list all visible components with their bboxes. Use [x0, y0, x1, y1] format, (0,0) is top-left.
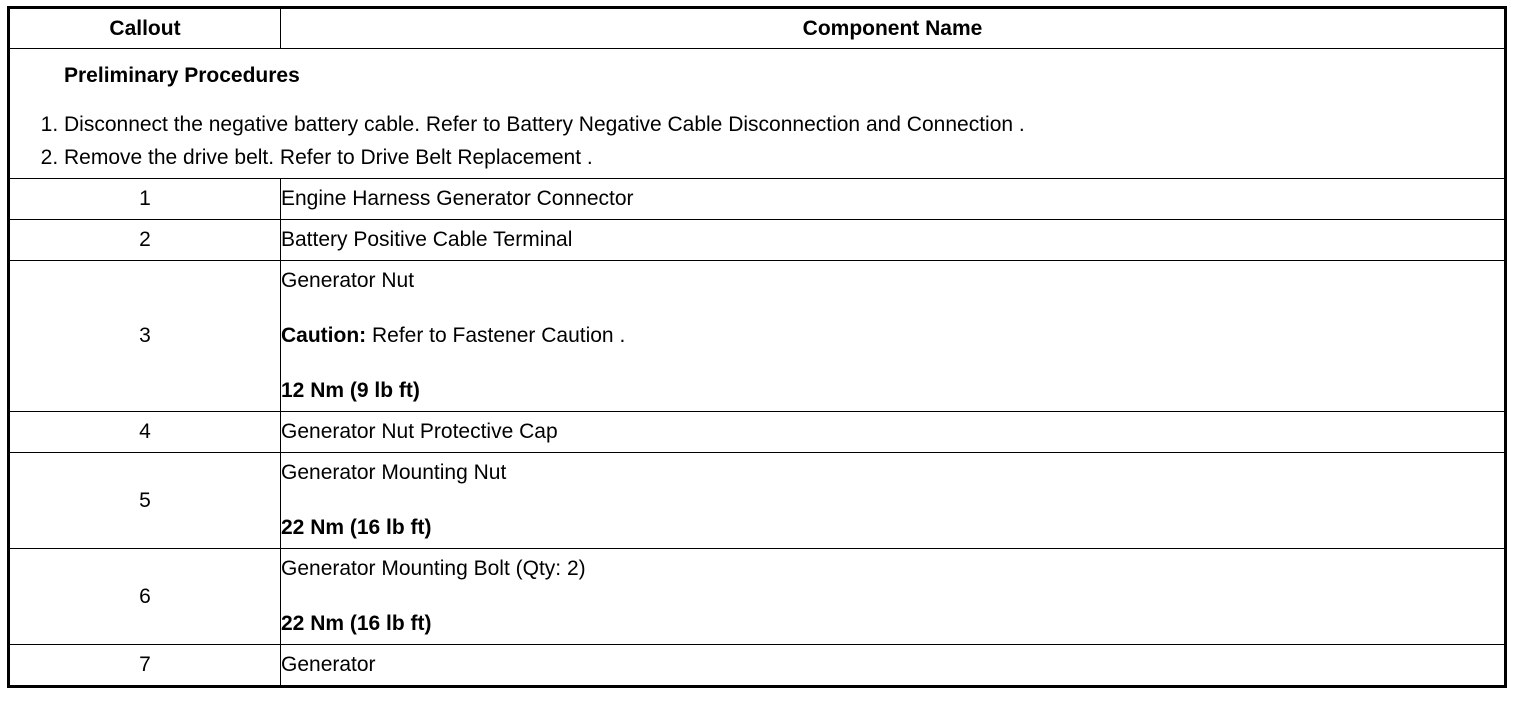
table-row: [9, 179, 1506, 220]
callout-number: 1: [9, 179, 281, 220]
callout-number: 5: [9, 453, 281, 549]
preliminary-title: Preliminary Procedures: [64, 64, 300, 87]
component-name: Generator Nut Protective Cap: [281, 412, 1506, 453]
callout-number: 6: [9, 549, 281, 645]
component-name: Generator Mounting Bolt (Qty: 2): [281, 557, 586, 580]
header-row: [9, 8, 1506, 49]
callout-number: 4: [9, 412, 281, 453]
callout-number: 2: [9, 220, 281, 261]
header-component-name: Component Name: [281, 8, 1506, 49]
preliminary-procedures: [9, 49, 1506, 179]
table-row: [9, 645, 1506, 687]
header-callout: Callout: [9, 8, 281, 49]
component-name: Engine Harness Generator Connector: [281, 179, 1506, 220]
caution-note: [281, 325, 1504, 347]
component-cell: [281, 261, 1506, 412]
component-name: Generator: [281, 645, 1506, 687]
component-name: Battery Positive Cable Terminal: [281, 220, 1506, 261]
table-row: [9, 453, 1506, 549]
caution-text: Refer to Fastener Caution .: [366, 324, 626, 347]
table-row: [9, 549, 1506, 645]
torque-spec: 22 Nm (16 lb ft): [281, 516, 432, 539]
torque-spec: 22 Nm (16 lb ft): [281, 612, 432, 635]
callout-table: [7, 6, 1507, 688]
preliminary-step-1: 1. Disconnect the negative battery cable. Refer to Battery Negative Cable Disconnection and Connection .: [64, 108, 1504, 141]
preliminary-step-2: 2. Remove the drive belt. Refer to Drive Belt Replacement .: [64, 141, 1504, 174]
table-row: [9, 220, 1506, 261]
component-name: Generator Nut: [281, 269, 415, 292]
caution-label: Caution:: [281, 324, 367, 347]
torque-spec: 12 Nm (9 lb ft): [281, 379, 420, 402]
table-row: [9, 261, 1506, 412]
component-cell: [281, 453, 1506, 549]
preliminary-steps: [10, 108, 1504, 174]
table-row: [9, 412, 1506, 453]
callout-number: 7: [9, 645, 281, 687]
component-cell: [281, 549, 1506, 645]
callout-number: 3: [9, 261, 281, 412]
preliminary-row: [9, 49, 1506, 179]
component-name: Generator Mounting Nut: [281, 461, 507, 484]
